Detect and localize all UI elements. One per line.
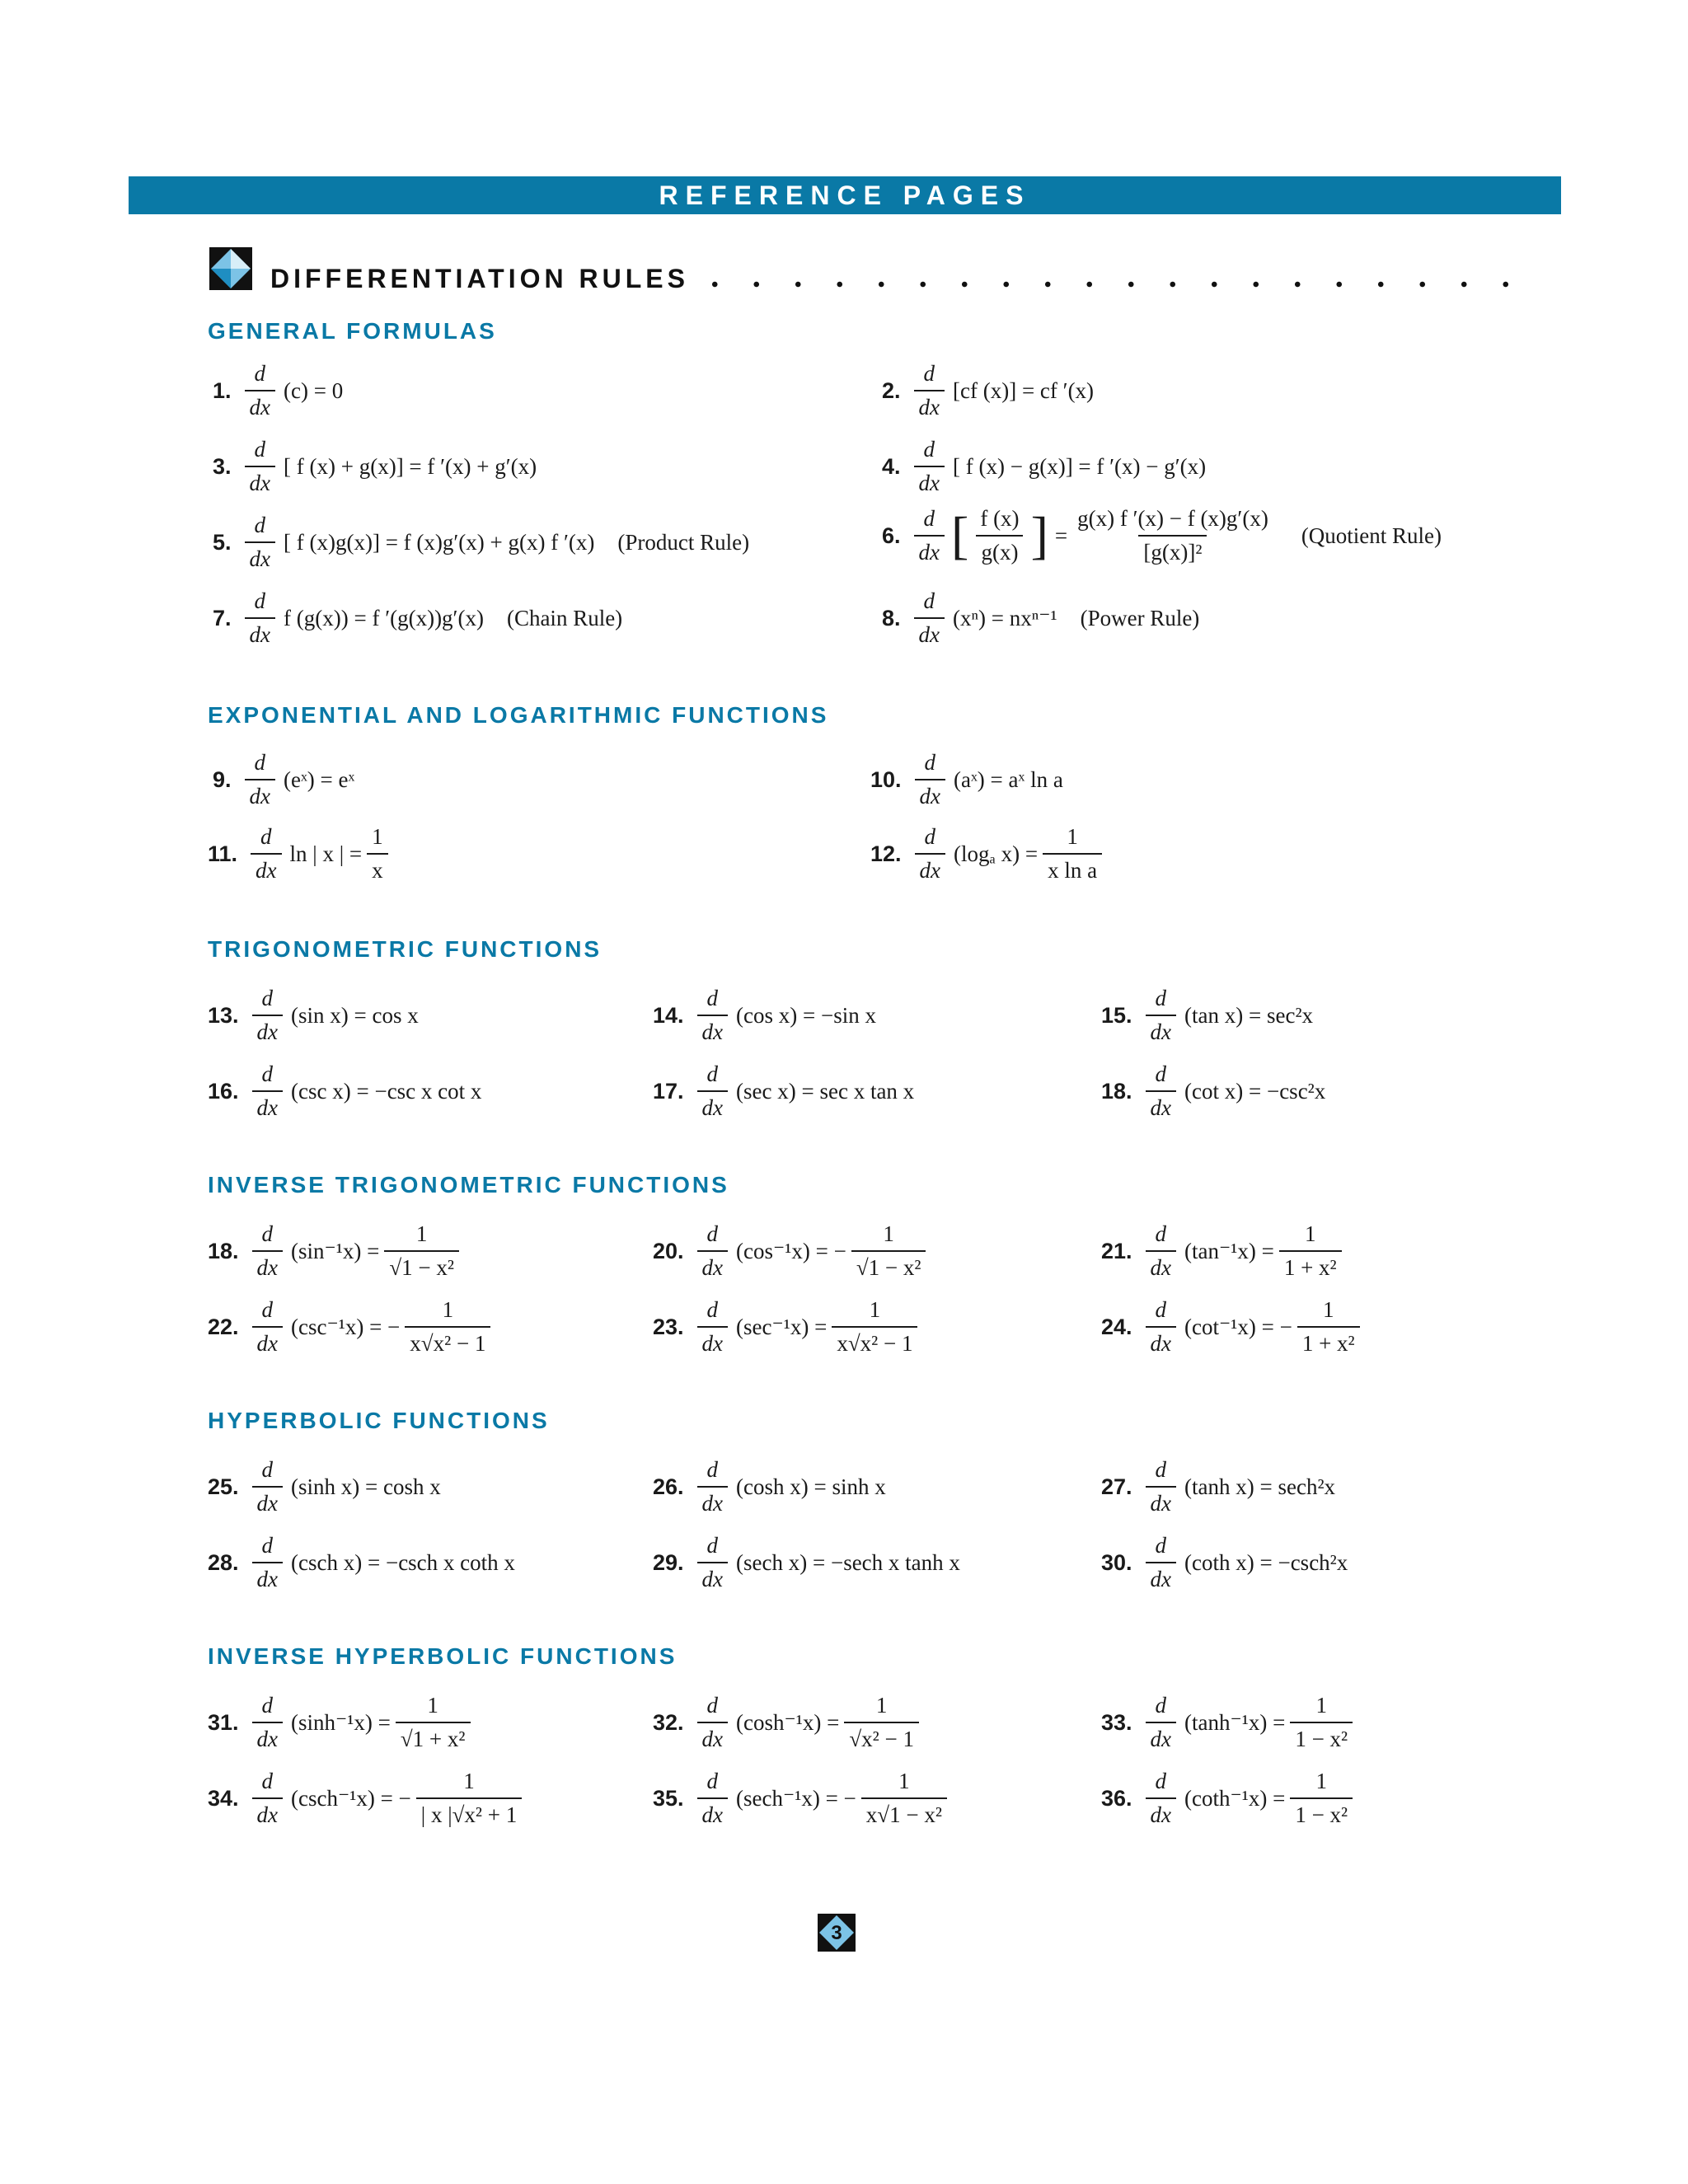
- formula-number: 1.: [213, 377, 232, 403]
- formula-number: 31.: [208, 1709, 239, 1735]
- rule-name: (Power Rule): [1080, 605, 1200, 630]
- rule-name: (Quotient Rule): [1301, 523, 1442, 548]
- dx-label: dx: [245, 466, 275, 494]
- formula-14: [653, 987, 876, 1043]
- formula-number: 29.: [653, 1549, 684, 1575]
- inner-numerator: f (x): [980, 506, 1020, 531]
- rule-name: (Chain Rule): [506, 605, 623, 630]
- dx-label: dx: [697, 1326, 728, 1355]
- derivative-operator: [1146, 1770, 1176, 1826]
- formula-number: 6.: [882, 523, 901, 548]
- formula-36: [1101, 1770, 1357, 1826]
- derivative-operator: [914, 438, 945, 494]
- formula-34: [208, 1770, 527, 1826]
- d-label: d: [254, 588, 266, 613]
- rhs-denominator: 1 − x²: [1290, 1797, 1353, 1826]
- derivative-operator: [697, 1063, 728, 1119]
- derivative-operator: [697, 1694, 728, 1750]
- formula-23: [653, 1299, 922, 1355]
- formula-expression: (cosh⁻¹x) =: [736, 1709, 840, 1735]
- formula-expression: (c) = 0: [284, 377, 344, 403]
- right-bracket: ]: [1030, 506, 1048, 565]
- formula-expression: (csc x) = −csc x cot x: [291, 1078, 482, 1104]
- formula-expression: f (g(x)) = f ′(g(x))g′(x): [284, 605, 484, 630]
- d-label: d: [254, 750, 266, 775]
- formula-expression: (cos⁻¹x) = −: [736, 1238, 846, 1263]
- derivative-operator: [245, 590, 275, 646]
- derivative-operator: [697, 987, 728, 1043]
- rhs-numerator: 1: [1315, 1769, 1327, 1793]
- rhs-denominator: 1 + x²: [1279, 1250, 1342, 1279]
- formula-18: [1101, 1063, 1325, 1119]
- formula-expression: (sin x) = cos x: [291, 1002, 419, 1028]
- dx-label: dx: [1146, 1015, 1176, 1043]
- dx-label: dx: [1146, 1090, 1176, 1119]
- dx-label: dx: [1146, 1486, 1176, 1515]
- formula-expression: (logₐ x) =: [954, 841, 1039, 866]
- heading-inverse-trigonometric: INVERSE TRIGONOMETRIC FUNCTIONS: [208, 1172, 729, 1197]
- formula-expression: (cot x) = −csc²x: [1184, 1078, 1326, 1104]
- derivative-operator: [1146, 1459, 1176, 1515]
- formula-expression: (cot⁻¹x) = −: [1184, 1314, 1292, 1339]
- dx-label: dx: [697, 1722, 728, 1750]
- rule-name: (Product Rule): [617, 529, 750, 555]
- formula-number: 8.: [882, 605, 901, 630]
- d-label: d: [1155, 1221, 1167, 1246]
- derivative-operator: [697, 1459, 728, 1515]
- formula-number: 35.: [653, 1785, 684, 1811]
- quotient-fraction: [1072, 508, 1273, 564]
- rhs-fraction: [396, 1694, 471, 1750]
- formula-24: [1101, 1299, 1365, 1355]
- rhs-numerator: 1: [442, 1297, 454, 1322]
- formula-number: 12.: [870, 841, 902, 866]
- rhs-numerator: 1: [1304, 1221, 1316, 1246]
- dx-label: dx: [252, 1562, 283, 1591]
- formula-12: [870, 826, 1107, 882]
- formula-6: [882, 508, 1442, 564]
- dx-label: dx: [914, 617, 945, 646]
- derivative-operator: [1146, 1063, 1176, 1119]
- formula-number: 25.: [208, 1474, 239, 1499]
- dotted-leader: [694, 281, 1531, 288]
- rhs-fraction: [832, 1299, 917, 1355]
- formula-number: 28.: [208, 1549, 239, 1575]
- formula-expression: (sin⁻¹x) =: [291, 1238, 380, 1263]
- d-label: d: [923, 361, 935, 386]
- formula-number: 10.: [870, 766, 902, 792]
- dx-label: dx: [915, 853, 945, 882]
- rhs-denominator: x: [367, 853, 388, 882]
- dx-label: dx: [914, 390, 945, 419]
- derivative-operator: [1146, 987, 1176, 1043]
- derivative-operator: [252, 1459, 283, 1515]
- rhs-numerator: 1: [415, 1221, 428, 1246]
- d-label: d: [261, 1221, 274, 1246]
- rhs-numerator: 1: [372, 824, 383, 849]
- dx-label: dx: [697, 1486, 728, 1515]
- equals-sign: =: [1054, 523, 1068, 548]
- formula-15: [1101, 987, 1313, 1043]
- d-label: d: [706, 1769, 719, 1793]
- dx-label: dx: [914, 466, 945, 494]
- formula-11: [208, 826, 393, 882]
- formula-expression: (sinh x) = cosh x: [291, 1474, 441, 1499]
- derivative-operator: [252, 1223, 283, 1279]
- formula-expression: (sinh⁻¹x) =: [291, 1709, 391, 1735]
- formula-31: [208, 1694, 476, 1750]
- formula-number: 33.: [1101, 1709, 1132, 1735]
- formula-5: [213, 514, 749, 570]
- rhs-denominator: [g(x)]²: [1138, 535, 1207, 564]
- rhs-numerator: g(x) f ′(x) − f (x)g′(x): [1077, 506, 1268, 531]
- section-title-text: DIFFERENTIATION RULES: [270, 264, 689, 293]
- formula-7: [213, 590, 622, 646]
- derivative-operator: [252, 1063, 283, 1119]
- formula-expression: [ f (x) − g(x)] = f ′(x) − g′(x): [953, 453, 1207, 479]
- derivative-operator: [914, 363, 945, 419]
- d-label: d: [706, 1533, 719, 1558]
- inner-denominator: g(x): [976, 535, 1023, 564]
- rhs-denominator: 1 + x²: [1297, 1326, 1360, 1355]
- derivative-operator: [1146, 1223, 1176, 1279]
- formula-number: 15.: [1101, 1002, 1132, 1028]
- formula-25: [208, 1459, 441, 1515]
- left-bracket: [: [951, 506, 969, 565]
- rhs-numerator: 1: [883, 1221, 894, 1246]
- formula-number: 20.: [653, 1238, 684, 1263]
- formula-number: 30.: [1101, 1549, 1132, 1575]
- derivative-operator: [697, 1535, 728, 1591]
- inner-fraction: [975, 508, 1024, 564]
- dx-label: dx: [252, 1250, 283, 1279]
- dx-label: dx: [697, 1562, 728, 1591]
- formula-35: [653, 1770, 952, 1826]
- formula-number: 7.: [213, 605, 232, 630]
- d-label: d: [706, 1062, 719, 1086]
- dx-label: dx: [697, 1090, 728, 1119]
- formula-22: [208, 1299, 495, 1355]
- rhs-denominator: √1 − x²: [851, 1250, 926, 1279]
- formula-expression: (tan x) = sec²x: [1184, 1002, 1314, 1028]
- heading-inverse-hyperbolic: INVERSE HYPERBOLIC FUNCTIONS: [208, 1643, 678, 1669]
- rhs-denominator: √1 − x²: [384, 1250, 459, 1279]
- derivative-operator: [915, 752, 945, 808]
- heading-hyperbolic: HYPERBOLIC FUNCTIONS: [208, 1408, 550, 1433]
- rhs-fraction: [851, 1223, 926, 1279]
- formula-expression: ln | x | =: [289, 841, 363, 866]
- d-label: d: [260, 824, 272, 849]
- formula-expression: (tanh x) = sech²x: [1184, 1474, 1336, 1499]
- derivative-operator: [252, 1770, 283, 1826]
- formula-number: 14.: [653, 1002, 684, 1028]
- derivative-operator: [915, 826, 945, 882]
- dx-label: dx: [252, 1090, 283, 1119]
- formula-expression: (coth x) = −csch²x: [1184, 1549, 1348, 1575]
- formula-expression: (csch⁻¹x) = −: [291, 1785, 411, 1811]
- formula-expression: (coth⁻¹x) =: [1184, 1785, 1286, 1811]
- page-number-diamond-icon: [816, 1912, 857, 1953]
- dx-label: dx: [697, 1015, 728, 1043]
- dx-label: dx: [252, 1486, 283, 1515]
- d-label: d: [261, 986, 274, 1010]
- dx-label: dx: [252, 1326, 283, 1355]
- rhs-numerator: 1: [1315, 1693, 1327, 1718]
- formula-number: 21.: [1101, 1238, 1132, 1263]
- derivative-operator: [697, 1223, 728, 1279]
- formula-expression: [ f (x) + g(x)] = f ′(x) + g′(x): [284, 453, 537, 479]
- derivative-operator: [697, 1299, 728, 1355]
- formula-number: 18.: [1101, 1078, 1132, 1104]
- formula-expression: (tan⁻¹x) =: [1184, 1238, 1274, 1263]
- d-label: d: [1155, 1457, 1167, 1482]
- formula-expression: (eˣ) = eˣ: [284, 766, 355, 792]
- formula-16: [208, 1063, 481, 1119]
- rhs-denominator: x√x² − 1: [832, 1326, 917, 1355]
- formula-number: 32.: [653, 1709, 684, 1735]
- formula-number: 22.: [208, 1314, 239, 1339]
- formula-number: 27.: [1101, 1474, 1132, 1499]
- formula-expression: (tanh⁻¹x) =: [1184, 1709, 1286, 1735]
- derivative-operator: [697, 1770, 728, 1826]
- d-label: d: [923, 588, 935, 613]
- d-label: d: [254, 361, 266, 386]
- rhs-fraction: [844, 1694, 919, 1750]
- derivative-operator: [914, 508, 945, 564]
- d-label: d: [261, 1693, 274, 1718]
- dx-label: dx: [245, 541, 275, 570]
- d-label: d: [924, 824, 936, 849]
- d-label: d: [706, 986, 719, 1010]
- page-number: 3: [831, 1922, 842, 1944]
- formula-number: 5.: [213, 529, 232, 555]
- derivative-operator: [1146, 1299, 1176, 1355]
- heading-exponential-log: EXPONENTIAL AND LOGARITHMIC FUNCTIONS: [208, 702, 829, 728]
- d-label: d: [254, 513, 266, 537]
- formula-expression: (cos x) = −sin x: [736, 1002, 876, 1028]
- formula-number: 16.: [208, 1078, 239, 1104]
- rhs-denominator: √x² − 1: [844, 1722, 919, 1750]
- dx-label: dx: [245, 779, 275, 808]
- derivative-operator: [252, 1535, 283, 1591]
- d-label: d: [261, 1769, 274, 1793]
- dx-label: dx: [252, 1015, 283, 1043]
- d-label: d: [923, 437, 935, 462]
- d-label: d: [254, 437, 266, 462]
- d-label: d: [1155, 1533, 1167, 1558]
- dx-label: dx: [1146, 1250, 1176, 1279]
- derivative-operator: [245, 363, 275, 419]
- formula-number: 17.: [653, 1078, 684, 1104]
- d-label: d: [1155, 1769, 1167, 1793]
- formula-number: 9.: [213, 766, 232, 792]
- formula-27: [1101, 1459, 1335, 1515]
- dx-label: dx: [697, 1250, 728, 1279]
- formula-1: [213, 363, 343, 419]
- rhs-fraction: [861, 1770, 947, 1826]
- formula-10: [870, 752, 1063, 808]
- d-label: d: [923, 506, 935, 531]
- heading-general-formulas: GENERAL FORMULAS: [208, 318, 497, 344]
- derivative-operator: [252, 1694, 283, 1750]
- d-label: d: [706, 1457, 719, 1482]
- formula-number: 34.: [208, 1785, 239, 1811]
- formula-number: 26.: [653, 1474, 684, 1499]
- d-label: d: [1155, 1297, 1167, 1322]
- formula-number: 23.: [653, 1314, 684, 1339]
- d-label: d: [1155, 1693, 1167, 1718]
- derivative-operator: [245, 514, 275, 570]
- rhs-numerator: 1: [875, 1693, 888, 1718]
- formula-26: [653, 1459, 886, 1515]
- rhs-numerator: 1: [1322, 1297, 1334, 1322]
- formula-3: [213, 438, 537, 494]
- rhs-denominator: 1 − x²: [1290, 1722, 1353, 1750]
- d-label: d: [261, 1457, 274, 1482]
- derivative-operator: [245, 752, 275, 808]
- formula-number: 36.: [1101, 1785, 1132, 1811]
- dx-label: dx: [1146, 1797, 1176, 1826]
- derivative-operator: [1146, 1535, 1176, 1591]
- formula-expression: (sec x) = sec x tan x: [736, 1078, 915, 1104]
- rhs-fraction: [1290, 1770, 1353, 1826]
- dx-label: dx: [245, 617, 275, 646]
- rhs-numerator: 1: [898, 1769, 910, 1793]
- formula-expression: [ f (x)g(x)] = f (x)g′(x) + g(x) f ′(x): [284, 529, 595, 555]
- dx-label: dx: [252, 1722, 283, 1750]
- rhs-fraction: [416, 1770, 522, 1826]
- formula-expression: [cf (x)] = cf ′(x): [953, 377, 1095, 403]
- formula-expression: (xⁿ) = nxⁿ⁻¹: [953, 605, 1057, 630]
- d-label: d: [924, 750, 936, 775]
- dx-label: dx: [251, 853, 281, 882]
- rhs-fraction: [1297, 1299, 1360, 1355]
- formula-number: 11.: [208, 841, 238, 866]
- formula-expression: (csch x) = −csch x coth x: [291, 1549, 515, 1575]
- rhs-denominator: | x |√x² + 1: [416, 1797, 522, 1826]
- dx-label: dx: [252, 1797, 283, 1826]
- formula-number: 3.: [213, 453, 232, 479]
- formula-expression: (sec⁻¹x) =: [736, 1314, 828, 1339]
- formula-expression: (aˣ) = aˣ ln a: [954, 766, 1063, 792]
- formula-2: [882, 363, 1094, 419]
- d-label: d: [261, 1297, 274, 1322]
- formula-4: [882, 438, 1206, 494]
- rhs-denominator: √1 + x²: [396, 1722, 471, 1750]
- formula-33: [1101, 1694, 1357, 1750]
- dx-label: dx: [1146, 1562, 1176, 1591]
- dx-label: dx: [914, 535, 945, 564]
- d-label: d: [706, 1693, 719, 1718]
- formula-9: [213, 752, 354, 808]
- formula-30: [1101, 1535, 1348, 1591]
- formula-number: 13.: [208, 1002, 239, 1028]
- derivative-operator: [252, 1299, 283, 1355]
- section-title: [270, 260, 1531, 297]
- d-label: d: [1155, 986, 1167, 1010]
- formula-13: [208, 987, 419, 1043]
- diamond-logo-icon: [208, 246, 254, 292]
- rhs-numerator: 1: [427, 1693, 438, 1718]
- formula-21: [1101, 1223, 1347, 1279]
- formula-29: [653, 1535, 960, 1591]
- formula-number: 4.: [882, 453, 901, 479]
- rhs-numerator: 1: [463, 1769, 475, 1793]
- derivative-operator: [251, 826, 281, 882]
- formula-number: 24.: [1101, 1314, 1132, 1339]
- derivative-operator: [1146, 1694, 1176, 1750]
- derivative-operator: [245, 438, 275, 494]
- d-label: d: [706, 1221, 719, 1246]
- formula-expression: (csc⁻¹x) = −: [291, 1314, 401, 1339]
- rhs-denominator: x√x² − 1: [405, 1326, 490, 1355]
- formula-expression: (cosh x) = sinh x: [736, 1474, 886, 1499]
- formula-17: [653, 1063, 914, 1119]
- rhs-fraction: [1290, 1694, 1353, 1750]
- rhs-fraction: [367, 826, 388, 882]
- dx-label: dx: [697, 1797, 728, 1826]
- dx-label: dx: [1146, 1722, 1176, 1750]
- heading-trigonometric: TRIGONOMETRIC FUNCTIONS: [208, 936, 603, 962]
- rhs-fraction: [405, 1299, 490, 1355]
- rhs-numerator: 1: [869, 1297, 881, 1322]
- d-label: d: [261, 1062, 274, 1086]
- d-label: d: [261, 1533, 274, 1558]
- dx-label: dx: [915, 779, 945, 808]
- rhs-fraction: [1279, 1223, 1342, 1279]
- dx-label: dx: [1146, 1326, 1176, 1355]
- rhs-denominator: x ln a: [1043, 853, 1102, 882]
- rhs-numerator: 1: [1067, 824, 1078, 849]
- derivative-operator: [914, 590, 945, 646]
- d-label: d: [1155, 1062, 1167, 1086]
- formula-expression: (sech x) = −sech x tanh x: [736, 1549, 960, 1575]
- formula-expression: (sech⁻¹x) = −: [736, 1785, 856, 1811]
- rhs-denominator: x√1 − x²: [861, 1797, 947, 1826]
- formula-20: [653, 1223, 931, 1279]
- d-label: d: [706, 1297, 719, 1322]
- rhs-fraction: [1043, 826, 1102, 882]
- formula-number: 2.: [882, 377, 901, 403]
- formula-32: [653, 1694, 924, 1750]
- dx-label: dx: [245, 390, 275, 419]
- formula-28: [208, 1535, 515, 1591]
- formula-number: 18.: [208, 1238, 239, 1263]
- formula-inv-sin: [208, 1223, 464, 1279]
- derivative-operator: [252, 987, 283, 1043]
- formula-8: [882, 590, 1199, 646]
- rhs-fraction: [384, 1223, 459, 1279]
- reference-pages-banner: REFERENCE PAGES: [129, 176, 1561, 214]
